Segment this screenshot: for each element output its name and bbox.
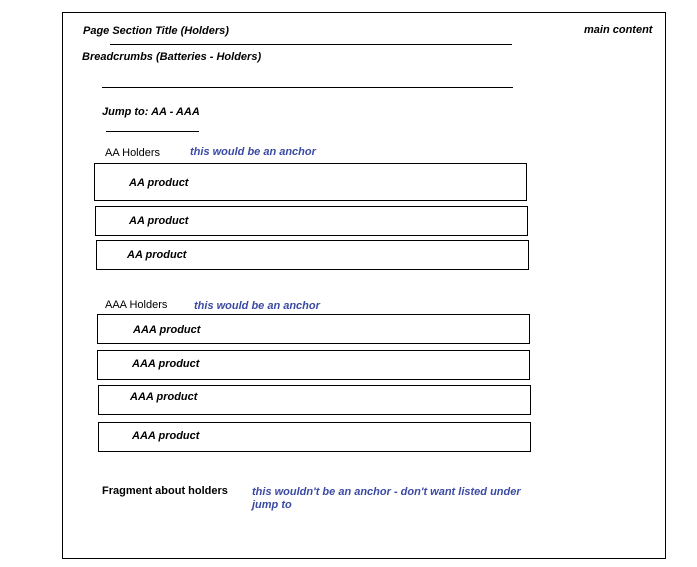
product-box[interactable]: [96, 240, 529, 270]
breadcrumb-divider: [102, 87, 513, 88]
product-label: AA product: [129, 215, 189, 227]
fragment-heading: Fragment about holders: [102, 485, 228, 497]
product-box[interactable]: [95, 206, 528, 236]
product-box[interactable]: [98, 422, 531, 452]
jump-to-links[interactable]: Jump to: AA - AAA: [102, 106, 200, 118]
fragment-note: this wouldn't be an anchor - don't want listed under jump to: [252, 486, 521, 511]
aaa-anchor-note: this would be an anchor: [194, 300, 320, 312]
title-underline: [110, 44, 512, 45]
product-box[interactable]: [97, 350, 530, 380]
product-label: AAA product: [132, 358, 200, 370]
product-label: AA product: [127, 249, 187, 261]
jump-to-underline: [106, 131, 199, 132]
page-frame: [62, 12, 666, 559]
product-box[interactable]: [94, 163, 527, 201]
main-content-label: main content: [584, 24, 653, 36]
aa-anchor-note: this would be an anchor: [190, 146, 316, 158]
product-label: AAA product: [133, 324, 201, 336]
product-label: AA product: [129, 177, 189, 189]
product-label: AAA product: [132, 430, 200, 442]
product-label: AAA product: [130, 391, 198, 403]
breadcrumb[interactable]: Breadcrumbs (Batteries - Holders): [82, 51, 262, 63]
product-box[interactable]: [98, 385, 531, 415]
aaa-holders-heading: AAA Holders: [105, 299, 168, 311]
product-box[interactable]: [97, 314, 530, 344]
aa-holders-heading: AA Holders: [105, 147, 161, 159]
page-title: Page Section Title (Holders): [83, 25, 229, 37]
